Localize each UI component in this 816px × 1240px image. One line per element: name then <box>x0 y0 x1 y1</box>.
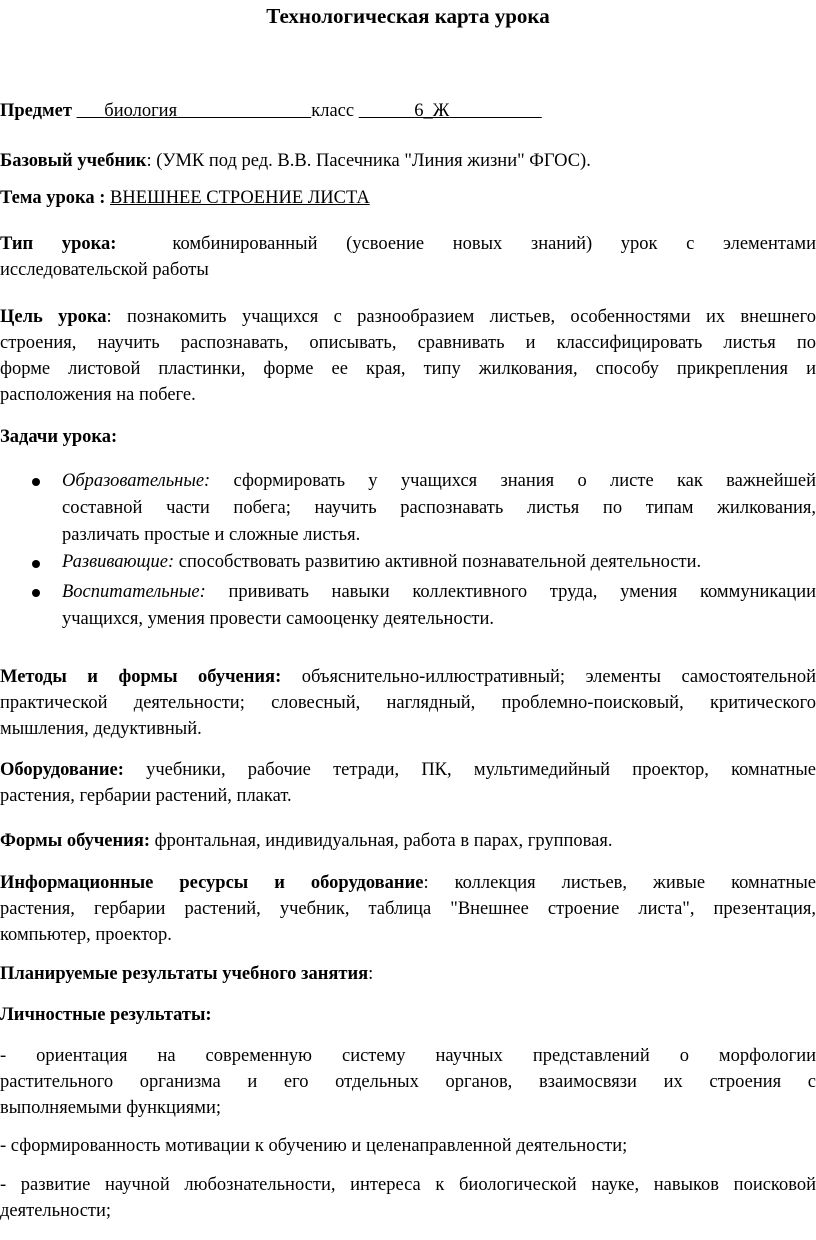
task-developing-line1: способствовать развитию активной познавательной деятельности. <box>174 552 702 572</box>
equipment-label: Оборудование: <box>0 760 124 780</box>
methods-line2: практической деятельности; словесный, наглядный, проблемно-поисковый, критического <box>0 693 816 713</box>
methods-line3: мышления, дедуктивный. <box>0 719 202 739</box>
topic-line <box>0 185 816 211</box>
topic-label: Тема урока : <box>0 188 106 208</box>
goal-line3: форме листовой пластинки, форме ее края, типу жилкования, способу прикрепления и <box>0 359 816 379</box>
resources-line1: : коллекция листьев, живые комнатные <box>423 873 816 893</box>
resources <box>0 870 816 948</box>
lesson-type <box>0 231 816 283</box>
textbook-label: Базовый учебник <box>0 151 147 171</box>
task-educational-line2: составной части побега; научить распознавать листья по типам жилкования, <box>62 498 816 518</box>
goal-line1: : познакомить учащихся с разнообразием листьев, особенностями их внешнего <box>106 307 816 327</box>
methods-line1: объяснительно-иллюстративный; элементы самостоятельной <box>281 667 816 687</box>
task-item-upbringing <box>62 579 816 633</box>
equipment <box>0 757 816 809</box>
equipment-line2: растения, гербарии растений, плакат. <box>0 786 292 806</box>
forms-label: Формы обучения: <box>0 831 150 851</box>
subject-line <box>0 98 816 124</box>
subject-pre-blank <box>77 101 105 121</box>
personal-heading-text: Личностные результаты: <box>0 1005 212 1025</box>
task-item-educational <box>62 468 816 549</box>
tasks-heading-text: Задачи урока: <box>0 427 118 447</box>
bullet-icon <box>32 560 40 568</box>
lesson-type-line2: исследовательской работы <box>0 260 209 280</box>
planned-label: Планируемые результаты учебного занятия <box>0 964 369 984</box>
equipment-line1: учебники, рабочие тетради, ПК, мультимедийный проектор, комнатные <box>123 760 816 780</box>
task-label-educational: Образовательные: <box>62 471 211 491</box>
task-upbringing-line2: учащихся, умения провести самооценку деятельности. <box>62 609 494 629</box>
bullet-icon <box>32 478 40 486</box>
personal-heading <box>0 1002 816 1028</box>
class-pre-blank <box>359 101 415 121</box>
personal-item3-line2: деятельности; <box>0 1201 112 1221</box>
class-value: 6_Ж <box>414 101 450 121</box>
personal-item1-line2: растительного организма и его отдельных органов, взаимосвязи их строения с <box>0 1072 816 1092</box>
forms <box>0 828 816 854</box>
textbook-text: : (УМК под ред. В.В. Пасечника "Линия жизни" ФГОС). <box>146 151 591 171</box>
resources-line2: растения, гербарии растений, учебник, таблица "Внешнее строение листа", презентация, <box>0 899 816 919</box>
personal-item1-line1: - ориентация на современную систему научных представлений о морфологии <box>0 1046 816 1066</box>
task-item-developing <box>62 549 816 576</box>
goal-label: Цель урока <box>0 307 107 327</box>
forms-text: фронтальная, индивидуальная, работа в парах, групповая. <box>150 831 613 851</box>
subject-value: биология <box>104 101 178 121</box>
lesson-type-line1: комбинированный (усвоение новых знаний) урок с элементами <box>172 234 816 254</box>
lesson-type-label: Тип урока: <box>0 234 117 254</box>
resources-label: Информационные ресурсы и оборудование <box>0 873 424 893</box>
personal-item-2 <box>0 1133 816 1159</box>
class-post-blank <box>449 101 542 121</box>
personal-item-3 <box>0 1172 816 1224</box>
resources-line3: компьютер, проектор. <box>0 925 172 945</box>
class-label: класс <box>311 101 355 121</box>
document-title: Технологическая карта урока <box>266 4 550 28</box>
personal-item2-text: - сформированность мотивации к обучению и целенаправленной деятельности; <box>0 1136 628 1156</box>
task-upbringing-line1: прививать навыки коллективного труда, умения коммуникации <box>205 582 816 602</box>
bullet-icon <box>32 589 40 597</box>
methods-label: Методы и формы обучения: <box>0 667 282 687</box>
textbook-line <box>0 148 816 174</box>
task-label-developing: Развивающие: <box>62 552 175 572</box>
tasks-heading <box>0 424 816 450</box>
topic-value: ВНЕШНЕЕ СТРОЕНИЕ ЛИСТА <box>110 188 370 208</box>
lesson-goal <box>0 304 816 408</box>
goal-line2: строения, научить распознавать, описывать, сравнивать и классифицировать листья по <box>0 333 816 353</box>
methods <box>0 664 816 742</box>
planned-suffix: : <box>368 964 374 984</box>
goal-line4: расположения на побеге. <box>0 385 196 405</box>
subject-label: Предмет <box>0 101 72 121</box>
subject-post-blank <box>177 101 311 121</box>
task-educational-line3: различать простые и сложные листья. <box>62 525 361 545</box>
personal-item1-line3: выполняемыми функциями; <box>0 1098 222 1118</box>
task-educational-line1: сформировать у учащихся знания о листе как важнейшей <box>210 471 816 491</box>
personal-item-1 <box>0 1043 816 1121</box>
task-label-upbringing: Воспитательные: <box>62 582 206 602</box>
personal-item3-line1: - развитие научной любознательности, интереса к биологической науке, навыков поисковой <box>0 1175 816 1195</box>
planned-results <box>0 961 816 987</box>
